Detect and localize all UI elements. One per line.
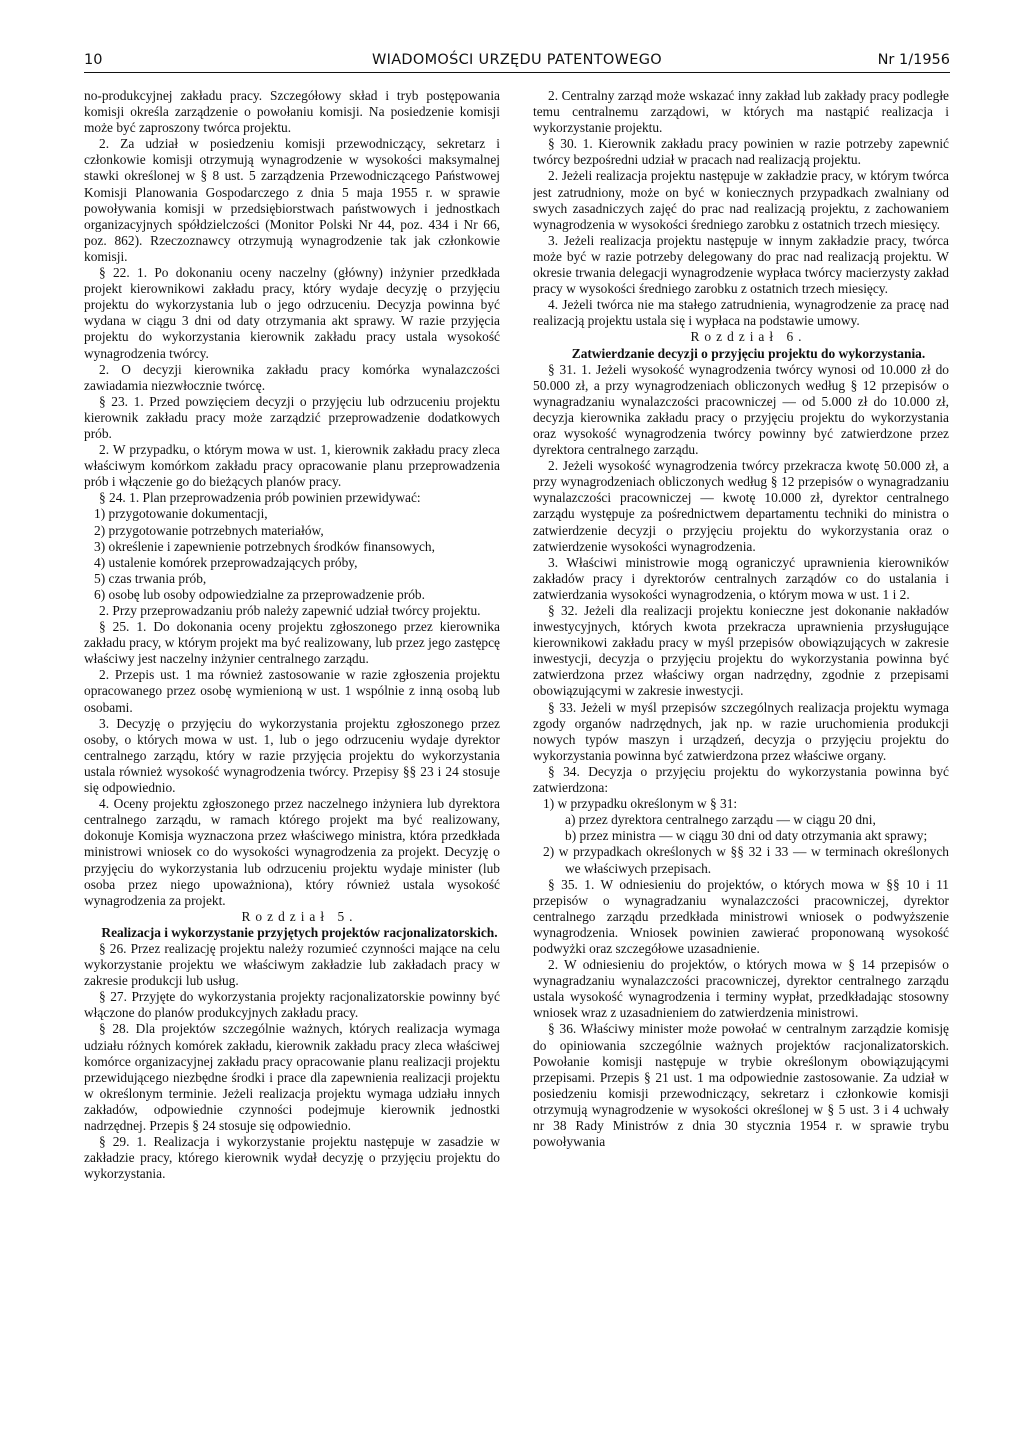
paragraph: 2. Przy przeprowadzaniu prób należy zapewnić udział twórcy projektu. xyxy=(99,603,481,618)
issue-number: Nr 1/1956 xyxy=(877,52,950,68)
paragraph: § 27. Przyjęte do wykorzystania projekty racjonalizatorskie powinny być włączone do planów produkcyjnych zakładu pracy. xyxy=(84,989,500,1021)
paragraph: 2. Centralny zarząd może wskazać inny zakład lub zakłady pracy podległe temu centralnemu zarządowi, w których ma nastąpić realizacja i wykorzystanie projektu. xyxy=(533,88,949,136)
list-item: 5) czas trwania prób, xyxy=(94,570,207,586)
paragraph: § 25. 1. Do dokonania oceny projektu zgłoszonego przez kierownika zakładu pracy, w którym projekt ma być realizowany, lub przez jego zastępcę właściwy jest naczelny inżynier centralnego zarządu. xyxy=(84,619,500,667)
paragraph: § 31. 1. Jeżeli wysokość wynagrodzenia twórcy wynosi od 10.000 zł do 50.000 zł, a przy wynagrodzeniach obliczonych według § 12 przepisów o wynagradzaniu wynalazczości pracowniczej — od 5.000 zł do 10.000 zł, decyzja kierownika zakładu pracy o przyjęciu projektu do wykorzystania oraz wysokość wynagrodzenia twórcy powinny być zatwierdzone przez dyrektora centralnego zarządu. xyxy=(533,361,949,458)
paragraph: 4. Oceny projektu zgłoszonego przez naczelnego inżyniera lub dyrektora centralnego zarządu, w ramach którego projekt ma być realizowany, dokonuje Komisja wyznaczona przez właściwego ministra, która przedkłada ministrowi wniosek co do wysokości wynagrodzenia za projekt. Decyzję o przyjęciu do wykorzystania lub odrzuceniu projektu wydaje minister (lub osoba przez niego upoważniona), który również ustala wysokość wynagrodzenia za projekt. xyxy=(84,796,500,908)
paragraph: § 32. Jeżeli dla realizacji projektu konieczne jest dokonanie nakładów inwestycyjnych, których kwota przekracza uprawnienia przysługujące kierownikowi zakładu pracy w myśl przepisów obowiązujących w zakresie inwestycji, decyzja o przyjęciu projektu do wykorzystania powinna być zatwierdzona przez właściwy organ nadrzędny, zgodnie z przepisami obowiązującymi w zakresie inwestycji. xyxy=(533,603,949,699)
chapter-heading: Rozdział 5. xyxy=(241,908,358,924)
paragraph: § 26. Przez realizację projektu należy rozumieć czynności mające na celu wykorzystanie projektu we właściwym zakładzie lub zakładach pracy w zakresie produkcji lub usług. xyxy=(84,940,500,989)
list-item: 2) przygotowanie potrzebnych materiałów, xyxy=(94,522,324,538)
list-item: 1) przygotowanie dokumentacji, xyxy=(94,506,268,522)
paragraph: 4. Jeżeli twórca nie ma stałego zatrudnienia, wynagrodzenie za pracę nad realizacją projektu ustala się i wypłaca na podstawie umowy. xyxy=(533,297,949,329)
paragraph: 2. W odniesieniu do projektów, o których mowa w § 14 przepisów o wynagradzaniu wynalazczości pracowniczej, dyrektor centralnego zarządu ustala wysokość wynagrodzenia i terminy wypłat, przedkładając stosowny wniosek wraz z uzasadnieniem do zatwierdzenia ministrowi. xyxy=(533,957,949,1021)
page-header xyxy=(84,48,950,74)
paragraph: 3. Właściwi ministrowie mogą ograniczyć uprawnienia kierowników zakładów pracy i dyrektorów centralnych zarządów co do ustalania i zatwierdzania wysokości wynagrodzenia, o którym mowa w ust. 1 i 2. xyxy=(533,554,949,602)
chapter-heading: Rozdział 6. xyxy=(690,329,807,345)
header-rule xyxy=(84,72,950,73)
list-item: 1) w przypadku określonym w § 31: xyxy=(543,796,738,812)
paragraph: § 29. 1. Realizacja i wykorzystanie projektu następuje w zasadzie w zakładzie pracy, którego kierownik wydał decyzję o przyjęciu projektu do wykorzystania. xyxy=(84,1134,500,1182)
list-item: 3) określenie i zapewnienie potrzebnych środków finansowych, xyxy=(94,538,435,554)
list-item: 6) osobę lub osoby odpowiedzialne za przeprowadzenie prób. xyxy=(94,586,425,602)
paragraph: § 23. 1. Przed powzięciem decyzji o przyjęciu lub odrzuceniu projektu kierownik zakładu pracy może zarządzić przeprowadzenie dodatkowych prób. xyxy=(84,393,500,441)
paragraph: no-produkcyjnej zakładu pracy. Szczegółowy skład i tryb postępowania komisji określa zarządzenie o powołaniu komisji. Na posiedzenie komisji może być zaproszony twórca projektu. xyxy=(84,88,500,136)
paragraph: 2. O decyzji kierownika zakładu pracy komórka wynalazczości zawiadamia niezwłocznie twórcę. xyxy=(84,361,500,393)
paragraph: 3. Jeżeli realizacja projektu następuje w innym zakładzie pracy, twórca może być w razie potrzeby delegowany do prac nad realizacją projektu. W okresie trwania delegacji wynagrodzenie wypłaca twórcy macierzysty zakład pracy w wysokości średniego zarobku z ostatnich trzech miesięcy. xyxy=(533,232,949,297)
paragraph: 2. Jeżeli wysokość wynagrodzenia twórcy przekracza kwotę 50.000 zł, a przy wynagrodzeniach obliczonych według § 12 przepisów o wynagradzaniu wynalazczości pracowniczej — kwotę 10.000 zł, dyrektor centralnego zarządu występuje za pośrednictwem departamentu techniki do ministra o zatwierdzenie decyzji o przyjęciu projektu do wykorzystania oraz o zatwierdzenie wysokości wynagrodzenia. xyxy=(533,458,949,554)
paragraph: 2. W przypadku, o którym mowa w ust. 1, kierownik zakładu pracy zleca właściwym komórkom zakładu pracy opracowanie planu przeprowadzenia prób i włączenie go do bieżących planów pracy. xyxy=(84,442,500,490)
left-column xyxy=(84,88,500,1433)
paragraph: § 30. 1. Kierownik zakładu pracy powinien w razie potrzeby zapewnić twórcy bezpośredni udział w pracach nad realizacją projektu. xyxy=(533,136,949,168)
paragraph: 2. Za udział w posiedzeniu komisji przewodniczący, sekretarz i członkowie komisji otrzymują wynagrodzenie w wysokości maksymalnej stawki określonej w § 8 ust. 5 zarządzenia Przewodniczącego Państwowej Komisji Planowania Gospodarczego z dnia 5 maja 1955 r. w sprawie powoływania komisji w przedsiębiorstwach państwowych i jednostkach organizacyjnych spółdzielczości (Monitor Polski Nr 44, poz. 434 i Nr 66, poz. 862). Rzeczoznawcy otrzymują wynagrodzenie tak jak członkowie komisji. xyxy=(84,136,500,264)
paragraph: § 33. Jeżeli w myśl przepisów szczególnych realizacja projektu wymaga zgody organów nadrzędnych, jak np. w razie uruchomienia produkcji nowych typów maszyn i urządzeń, decyzja o przyjęciu projektu do wykorzystania powinna być zatwierdzona przez właściwe organy. xyxy=(533,699,949,763)
chapter-title: Zatwierdzanie decyzji o przyjęciu projektu do wykorzystania. xyxy=(571,345,926,361)
paragraph: 2. Jeżeli realizacja projektu następuje w zakładzie pracy, w którym twórca jest zatrudniony, może on być w koniecznych przypadkach zwalniany od swych zasadniczych zajęć do prac nad realizacją projektu, z zachowaniem wynagrodzenia w wysokości średniego zarobku z ostatnich trzech miesięcy. xyxy=(533,168,949,232)
paragraph: § 24. 1. Plan przeprowadzenia prób powinien przewidywać: xyxy=(99,490,421,506)
paragraph: § 36. Właściwy minister może powołać w centralnym zarządzie komisję do opiniowania szczególnie ważnych projektów racjonalizatorskich. Powołanie komisji następuje w trybie określonym obowiązującymi przepisami. Przepis § 21 ust. 1 ma odpowiednie zastosowanie. Za udział w posiedzeniu komisji przewodniczący, sekretarz i członkowie komisji otrzymują wynagrodzenie w wysokości określonej w § 5 ust. 3 i 4 uchwały nr 38 Rady Ministrów z dnia 30 stycznia 1954 r. w sprawie trybu powoływania xyxy=(533,1021,949,1150)
list-item: 4) ustalenie komórek przeprowadzających próby, xyxy=(94,554,358,570)
paragraph: 3. Decyzję o przyjęciu do wykorzystania projektu zgłoszonego przez osoby, o których mowa w ust. 1, lub o jego odrzuceniu wydaje dyrektor centralnego zarządu, który w razie przyjęcia projektu do wykorzystania ustala również wysokość wynagrodzenia twórcy. Przepisy §§ 23 i 24 stosuje się odpowiednio. xyxy=(84,715,500,796)
paragraph: § 35. 1. W odniesieniu do projektów, o których mowa w §§ 10 i 11 przepisów o wynagradzaniu wynalazczości pracowniczej, dyrektor centralnego zarządu przedkłada ministrowi wniosek o podwyższenie wynagrodzenia. Wniosek powinien zawierać proponowaną wysokość podwyżki oraz szczegółowe uzasadnienie. xyxy=(533,876,949,956)
paragraph: 2. Przepis ust. 1 ma również zastosowanie w razie zgłoszenia projektu opracowanego przez osobę wymienioną w ust. 1 wspólnie z inną osobą lub osobami. xyxy=(84,667,500,715)
paragraph: § 28. Dla projektów szczególnie ważnych, których realizacja wymaga udziału różnych komórek zakładu, kierownik zakładu pracy zleca właściwej komórce organizacyjnej zakładu pracy opracowanie planu realizacji projektu przewidującego niezbędne środki i prace dla zapewnienia realizacji projektu w określonym terminie. Jeżeli realizacja projektu wymaga udziału innych zakładów, odpowiednie czynności podejmuje kierownik jednostki nadrzędnej. Przepis § 24 stosuje się odpowiednio. xyxy=(84,1021,500,1133)
journal-title: WIADOMOŚCI URZĘDU PATENTOWEGO xyxy=(371,52,662,68)
sub-list-item: b) przez ministra — w ciągu 30 dni od daty otrzymania akt sprawy; xyxy=(565,828,928,844)
list-item: 2) w przypadkach określonych w §§ 32 i 33 — w terminach określonych we właściwych przepisach. xyxy=(543,844,949,876)
paragraph: § 22. 1. Po dokonaniu oceny naczelny (główny) inżynier przedkłada projekt kierownikowi zakładu pracy, który wydaje decyzję o przyjęciu projektu do wykorzystania lub o jego odrzuceniu. Decyzja powinna być wydana w ciągu 3 dni od daty otrzymania akt sprawy. W razie przyjęcia projektu do wykorzystania kierownik zakładu pracy ustala wysokość wynagrodzenia twórcy. xyxy=(84,265,500,361)
paragraph: § 34. Decyzja o przyjęciu projektu do wykorzystania powinna być zatwierdzona: xyxy=(533,763,949,796)
right-column xyxy=(533,88,949,1433)
sub-list-item: a) przez dyrektora centralnego zarządu — w ciągu 20 dni, xyxy=(565,812,876,828)
page-number: 10 xyxy=(84,52,103,68)
chapter-title: Realizacja i wykorzystanie przyjętych projektów racjonalizatorskich. xyxy=(101,924,498,940)
